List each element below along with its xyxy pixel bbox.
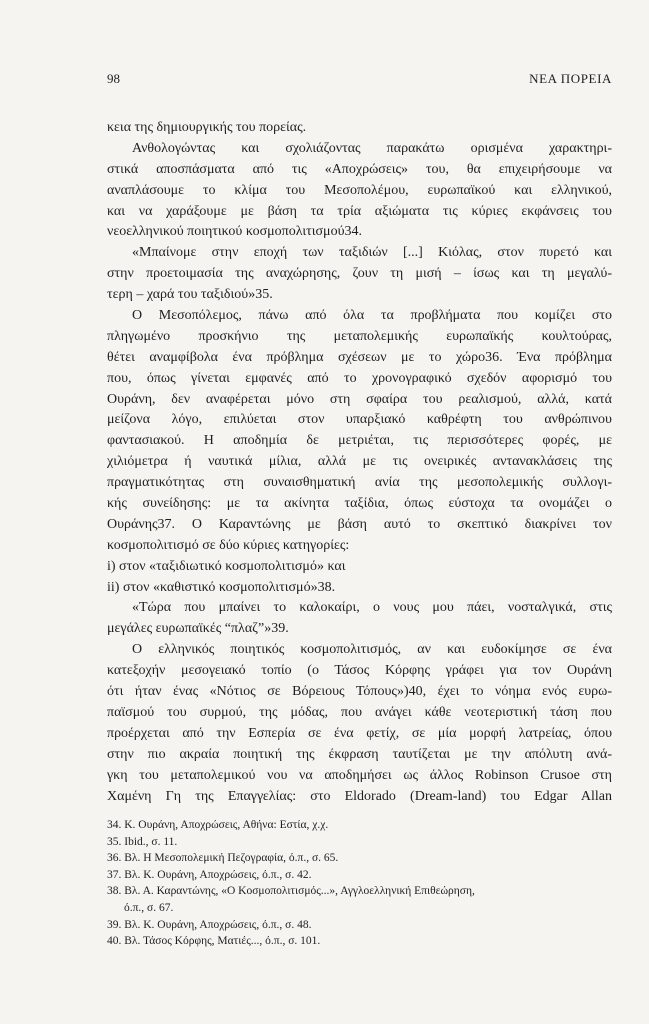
body-line: κεια της δημιουργικής του πορείας. [107, 120, 307, 135]
body-line: νεοελληνικού ποιητικού κοσμοπολιτισμού34. [107, 224, 362, 240]
page-number: 98 [107, 71, 120, 86]
body-line: i) στον «ταξιδιωτικό κοσμοπολιτισμό» και [107, 558, 346, 574]
body-line: αναπλάσουμε το κλίμα του Μεσοπολέμου, ευρωπαϊκού και ελληνικού, [107, 182, 612, 198]
body-line: Ουράνης37. Ο Καραντώνης με βάση αυτό το σκεπτικό διακρίνει τον [107, 516, 612, 532]
body-line: στικά αποσπάσματα από τις «Αποχρώσεις» του, θα επιχειρήσουμε να [107, 161, 612, 177]
body-line: τερη – χαρά του ταξιδιού»35. [107, 287, 273, 303]
body-line: Χαμένη Γη της Επαγγελίας: στο Eldorado (Dream-land) του Edgar Allan [107, 788, 612, 804]
body-line: χιλιόμετρα ή ναυτικά μίλια, αλλά με τις ονειρικές αντανακλάσεις της [107, 454, 612, 470]
body-line: Ο ελληνικός ποιητικός κοσμοπολιτισμός, αν και ευδοκίμησε σε ένα [132, 642, 612, 658]
body-line: Ο Μεσοπόλεμος, πάνω από όλα τα προβλήματα που κομίζει στο [132, 308, 612, 324]
footnote: 34. Κ. Ουράνη, Αποχρώσεις, Αθήνα: Εστία, χ.χ. [107, 819, 329, 831]
body-line: στην πιο ακραία ποιητική της έκφραση ταυτίζεται με την απόλυτη ανά- [107, 746, 612, 762]
body-line: μείζονα λόγο, επιλύεται στον υπαρξιακό καθρέφτη του ανθρώπινου [107, 412, 612, 428]
running-title: ΝΕΑ ΠΟΡΕΙΑ [529, 71, 612, 86]
body-line: «Μπαίνομε στην εποχή των ταξιδιών [...] Κιόλας, στον πυρετό και [132, 245, 612, 261]
body-line: και να χαράξουμε με βάση τα τρία αξιώματα τις κύριες εκφάνσεις του [107, 203, 612, 219]
footnote: 35. Ibid., σ. 11. [107, 835, 178, 848]
body-line: Ουράνη, δεν αναφέρεται μόνο στη σφαίρα του ρεαλισμού, αλλά, κατά [107, 391, 612, 407]
footnote: 39. Βλ. Κ. Ουράνη, Αποχρώσεις, ό.π., σ. 48. [107, 918, 312, 931]
body-line: γκη του μεταπολεμικού νου να αποδημήσει ως άλλος Robinson Crusoe στη [107, 767, 612, 783]
body-text [107, 118, 612, 807]
body-line: προέρχεται από την Εσπερία σε ένα φετίχ, σε μία μορφή λατρείας, όπου [107, 725, 612, 741]
body-line: παϊσμού του συρμού, της μόδας, που ανάγει κάθε νεοτεριστική τάση που [107, 704, 612, 720]
body-line: «Τώρα που μπαίνει το καλοκαίρι, ο νους μου πάει, νοσταλγικά, στις [132, 600, 612, 616]
body-line: ότι ήταν ένας «Νότιος σε Βόρειους Τόπους»)40, έχει το νόημα ενός ευρω- [107, 684, 612, 700]
footnote: 40. Βλ. Τάσος Κόρφης, Ματιές..., ό.π., σ. 101. [107, 935, 321, 948]
body-line: φαντασιακού. Η αποδημία δε μετριέται, τις περισσότερες φορές, με [107, 433, 612, 449]
body-line: κής συνείδησης: με τα ακίνητα ταξίδια, όπως εύστοχα τα ονομάζει ο [107, 496, 612, 512]
body-line: πραγματικότητας στη συναισθηματική ανία της μεσοπολεμικής συλλογι- [107, 475, 612, 491]
footnote: 38. Βλ. Α. Καραντώνης, «Ο Κοσμοπολιτισμός...», Αγγλοελληνική Επιθεώρηση, [107, 885, 475, 898]
footnotes [107, 817, 612, 950]
body-line: μεγάλες ευρωπαϊκές “πλαζ”»39. [107, 621, 289, 637]
body-line: κοσμοπολιτισμό σε δύο κύριες κατηγορίες: [107, 537, 350, 553]
body-line: κατεξοχήν μεσογειακό τοπίο (ο Τάσος Κόρφης γράφει για τον Ουράνη [107, 663, 612, 679]
body-line: που, όπως γίνεται εμφανές από το χρονογραφικό σχεδόν αφορισμό του [107, 370, 612, 386]
body-line: θέτει αναμφίβολα ένα πρόβλημα σχέσεων με το χώρο36. Ένα πρόβλημα [107, 349, 612, 365]
body-line: στην προετοιμασία της αναχώρησης, ζουν τη μισή – ίσως και τη μεγαλύ- [107, 266, 612, 282]
body-line: Ανθολογώντας και σχολιάζοντας παρακάτω ορισμένα χαρακτηρι- [132, 140, 612, 156]
footnote-continuation: ό.π., σ. 67. [124, 901, 174, 914]
body-line: ii) στον «καθιστικό κοσμοπολιτισμό»38. [107, 579, 336, 595]
footnote: 36. Βλ. Η Μεσοπολεμική Πεζογραφία, ό.π., σ. 65. [107, 852, 339, 865]
footnote: 37. Βλ. Κ. Ουράνη, Αποχρώσεις, ό.π., σ. 42. [107, 868, 312, 881]
body-line: πληγωμένο προσκήνιο της μεταπολεμικής ευρωπαϊκής κουλτούρας, [107, 328, 612, 344]
